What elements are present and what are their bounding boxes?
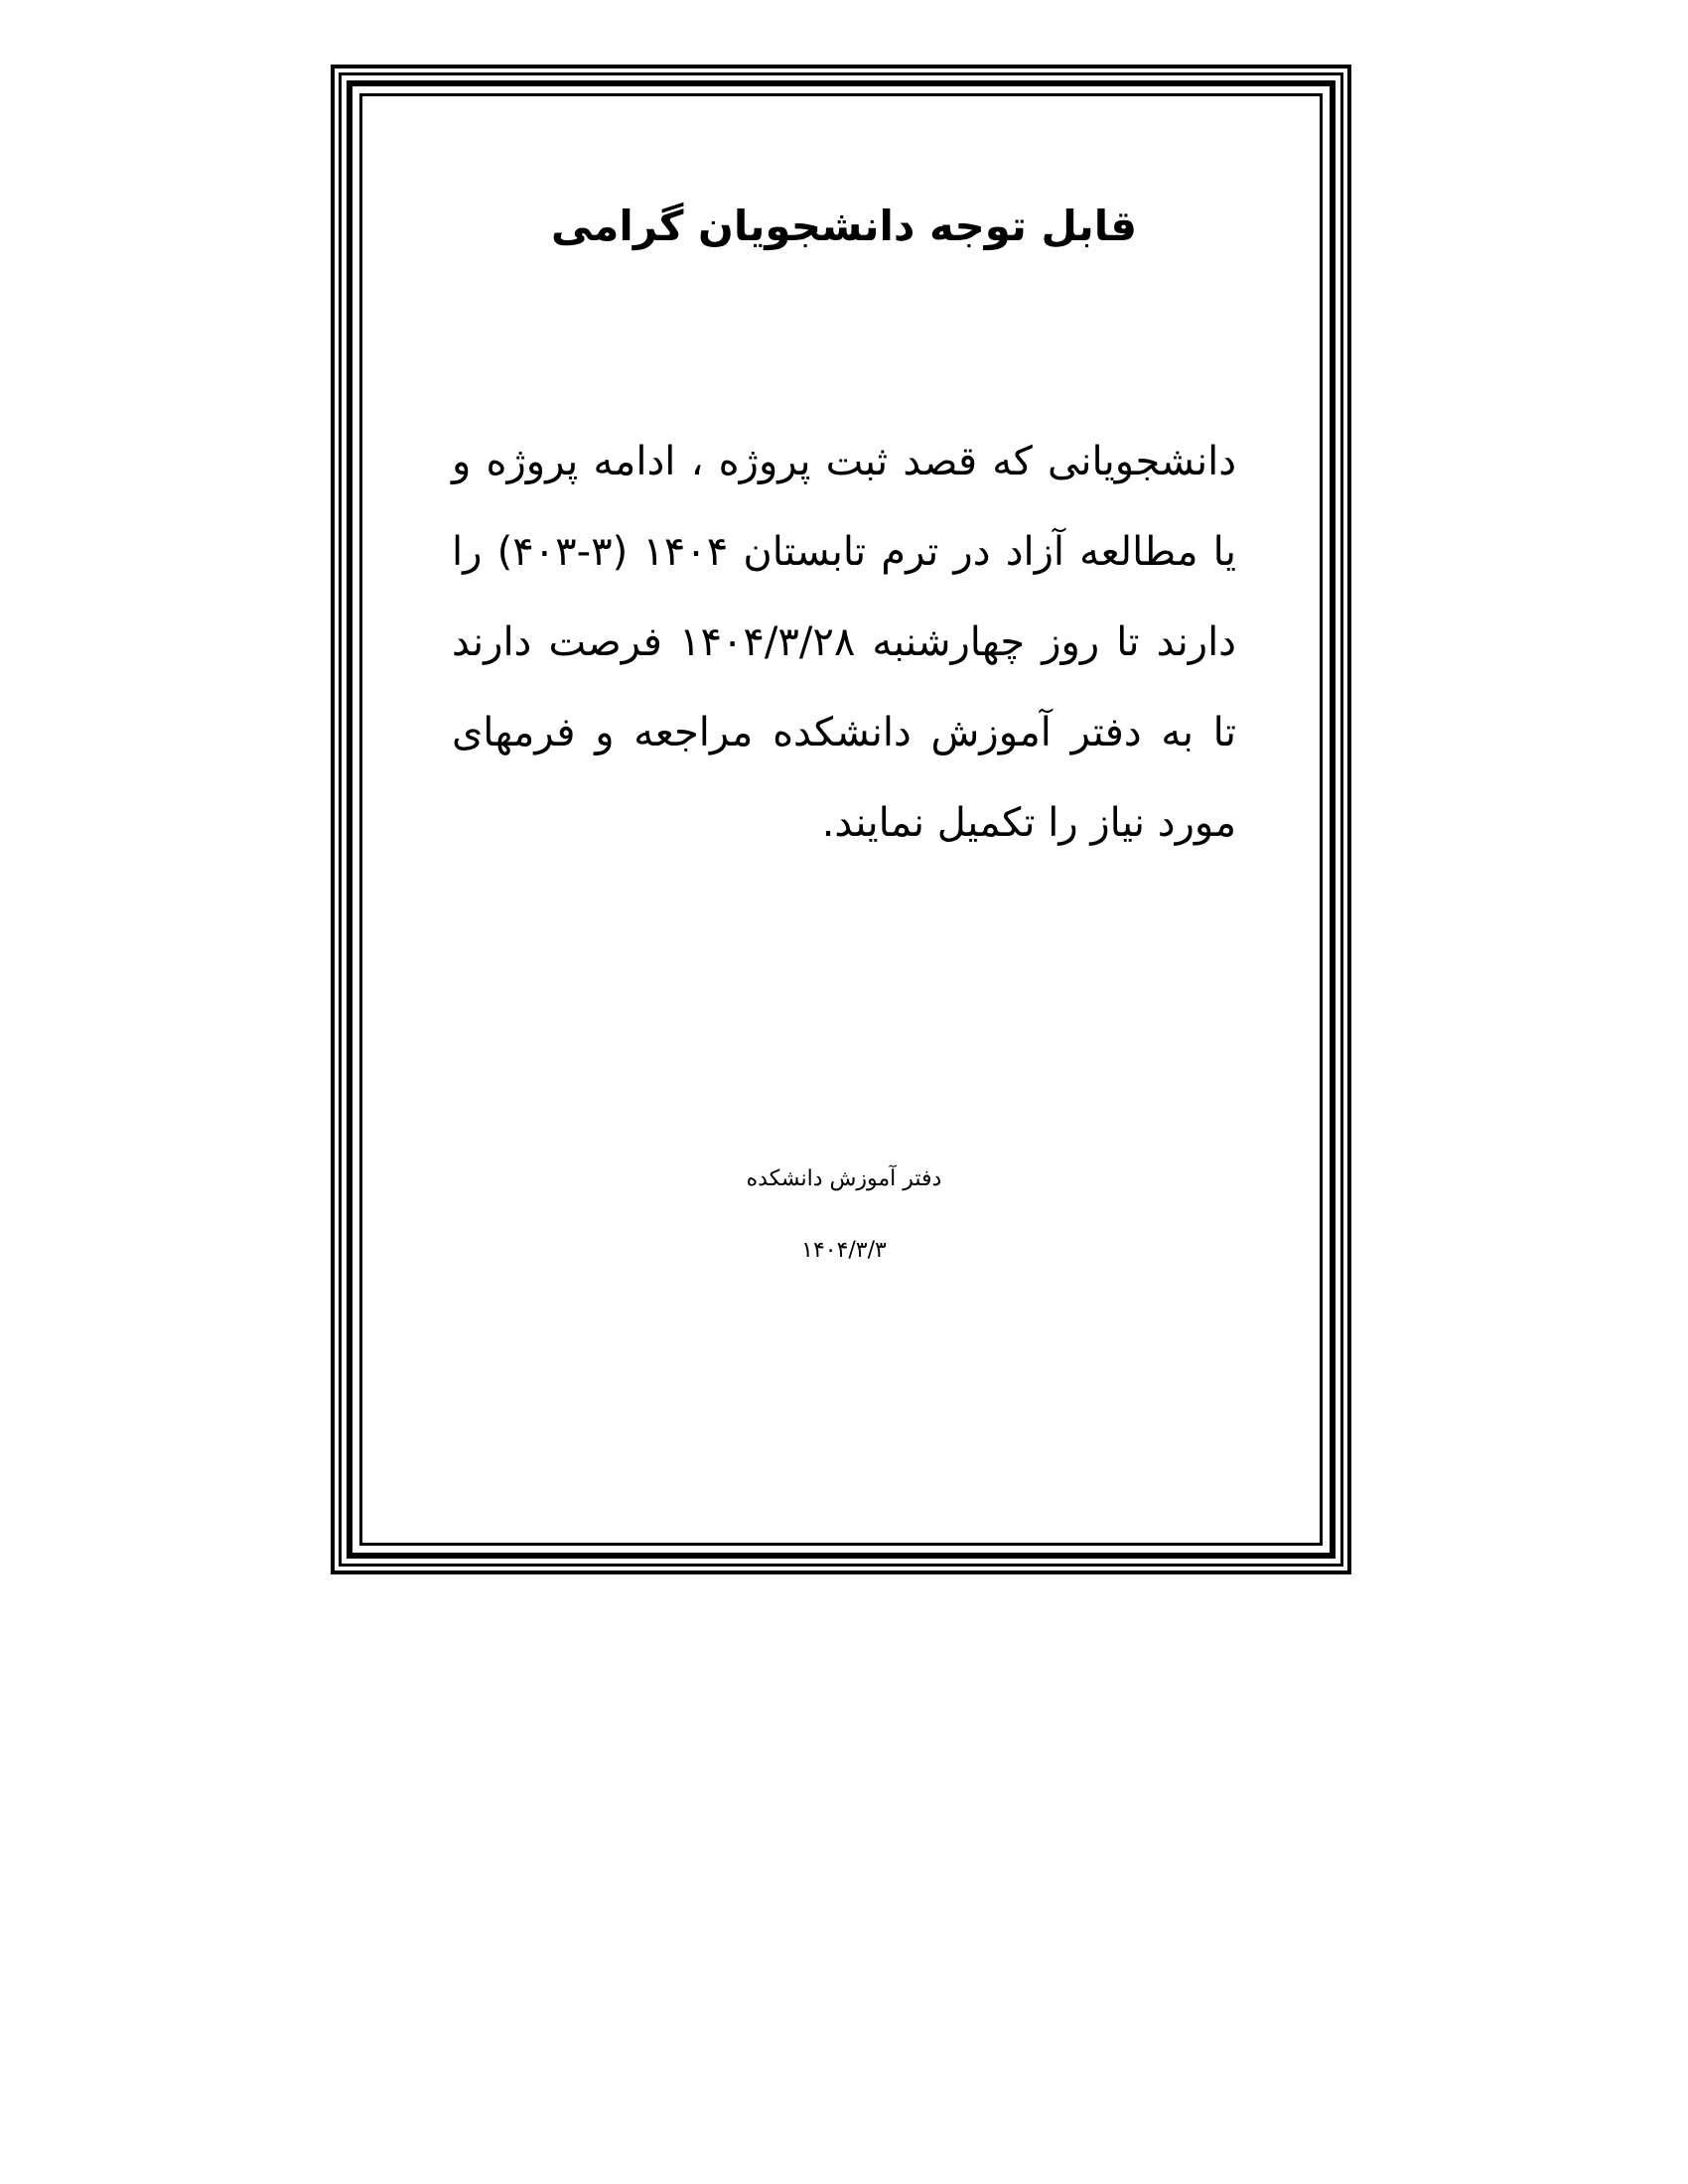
issuing-office: دفتر آموزش دانشکده: [746, 1166, 942, 1191]
notice-date: ۱۴۰۴/۳/۳: [801, 1238, 887, 1263]
notice-body: دانشجویانی که قصد ثبت پروژه ، ادامه پروژه و یا مطالعه آزاد در ترم تابستان ۱۴۰۴ (۳-۴۰۳) را دارند تا روز چهارشنبه ۱۴۰۴/۳/۲۸ فرصت دارند تا به دفتر آموزش دانشکده مراجعه و فرمهای مورد نیاز را تکمیل نمایند.: [452, 439, 1237, 846]
notice-title: قابل توجه دانشجویان گرامی: [550, 202, 1138, 250]
